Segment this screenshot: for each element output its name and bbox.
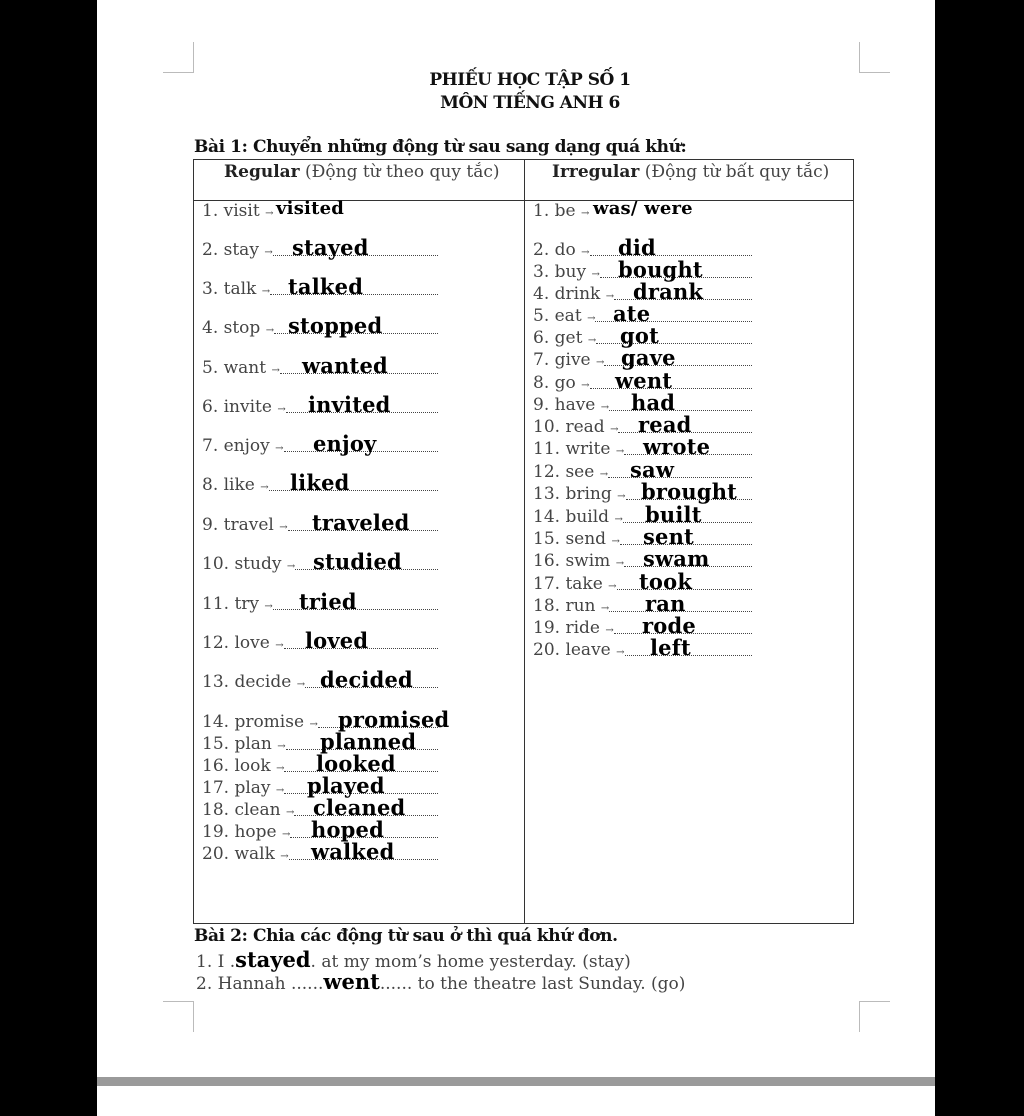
regular-verb-label: 3. talk bbox=[202, 279, 262, 299]
regular-verb-label: 10. study bbox=[202, 554, 287, 574]
regular-verb-label: 7. enjoy bbox=[202, 436, 276, 456]
irregular-answer[interactable]: rode bbox=[642, 613, 696, 638]
irregular-verb-label: 3. buy bbox=[533, 262, 592, 282]
exercise2-question-2 bbox=[196, 969, 685, 994]
regular-item bbox=[202, 842, 288, 866]
regular-verb-label: 5. want bbox=[202, 358, 272, 378]
irregular-item bbox=[533, 238, 589, 262]
regular-answer[interactable]: stayed bbox=[292, 235, 369, 260]
irregular-item bbox=[533, 505, 622, 529]
regular-item bbox=[202, 754, 283, 778]
irregular-verb-label: 1. be bbox=[533, 201, 581, 221]
irregular-item bbox=[533, 527, 619, 551]
irregular-item bbox=[533, 549, 623, 573]
arrow-icon: → bbox=[281, 829, 290, 840]
arrow-icon: → bbox=[285, 807, 294, 818]
regular-verb-label: 2. stay bbox=[202, 240, 265, 260]
irregular-item bbox=[533, 282, 613, 306]
regular-answer[interactable]: hoped bbox=[311, 817, 385, 842]
irregular-answer[interactable]: gave bbox=[621, 345, 676, 370]
irregular-answer[interactable]: went bbox=[615, 368, 673, 393]
regular-item bbox=[202, 513, 287, 537]
arrow-icon: → bbox=[275, 785, 284, 796]
regular-verb-label: 17. play bbox=[202, 778, 276, 798]
irregular-item bbox=[533, 348, 603, 372]
irregular-answer[interactable]: drank bbox=[633, 279, 704, 304]
q2-suffix: ...... to the theatre last Sunday. (go) bbox=[379, 974, 686, 994]
irregular-verb-label: 13. bring bbox=[533, 484, 618, 504]
arrow-icon: → bbox=[261, 286, 270, 297]
worksheet-title: PHIẾU HỌC TẬP SỐ 1 bbox=[429, 70, 631, 90]
arrow-icon: → bbox=[581, 380, 589, 391]
crop-mark-bottom-right bbox=[859, 1001, 890, 1032]
irregular-item bbox=[533, 638, 624, 662]
irregular-verb-label: 2. do bbox=[533, 240, 582, 260]
irregular-answer[interactable]: swam bbox=[643, 546, 710, 571]
regular-verb-label: 6. invite bbox=[202, 397, 278, 417]
regular-item bbox=[202, 592, 272, 616]
regular-answer[interactable]: planned bbox=[320, 729, 417, 754]
regular-verb-label: 18. clean bbox=[202, 800, 286, 820]
regular-verb-label: 13. decide bbox=[202, 672, 297, 692]
exercise1-heading: Bài 1: Chuyển những động từ sau sang dạng quá khứ: bbox=[194, 137, 687, 157]
crop-mark-bottom-left bbox=[163, 1001, 194, 1032]
arrow-icon: → bbox=[271, 365, 279, 376]
regular-answer[interactable]: decided bbox=[320, 667, 413, 692]
irregular-verb-label: 8. go bbox=[533, 373, 582, 393]
irregular-verb-label: 12. see bbox=[533, 462, 600, 482]
irregular-answer[interactable]: sent bbox=[643, 524, 694, 549]
irregular-verb-label: 17. take bbox=[533, 574, 609, 594]
regular-verb-label: 14. promise bbox=[202, 712, 310, 732]
regular-item bbox=[202, 277, 269, 301]
regular-verb-label: 19. hope bbox=[202, 822, 282, 842]
arrow-icon: → bbox=[608, 581, 616, 592]
irregular-item bbox=[533, 572, 616, 596]
irregular-answer[interactable]: had bbox=[631, 390, 676, 415]
arrow-icon: → bbox=[615, 558, 624, 569]
header-irregular bbox=[552, 162, 829, 182]
arrow-icon: → bbox=[580, 208, 589, 219]
arrow-icon: → bbox=[264, 601, 272, 612]
regular-answer[interactable]: invited bbox=[308, 392, 391, 417]
regular-item bbox=[202, 820, 289, 844]
header-irregular-title: Irregular bbox=[552, 162, 640, 182]
arrow-icon: → bbox=[264, 247, 272, 258]
irregular-item bbox=[533, 326, 595, 350]
irregular-verb-label: 15. send bbox=[533, 529, 612, 549]
arrow-icon: → bbox=[600, 402, 609, 413]
regular-answer[interactable]: played bbox=[307, 773, 385, 798]
table-column-divider bbox=[524, 160, 525, 923]
arrow-icon: → bbox=[591, 269, 599, 280]
regular-verb-label: 16. look bbox=[202, 756, 277, 776]
irregular-item bbox=[533, 260, 599, 284]
regular-verb-label: 12. love bbox=[202, 633, 276, 653]
irregular-verb-label: 11. write bbox=[533, 439, 616, 459]
regular-answer[interactable]: tried bbox=[299, 589, 357, 614]
arrow-icon: → bbox=[599, 469, 608, 480]
regular-answer[interactable]: enjoy bbox=[313, 431, 377, 456]
arrow-icon: → bbox=[617, 491, 625, 502]
regular-verb-label: 4. stop bbox=[202, 318, 266, 338]
regular-answer[interactable]: wanted bbox=[302, 353, 388, 378]
arrow-icon: → bbox=[616, 647, 624, 658]
irregular-answer[interactable]: got bbox=[620, 323, 659, 348]
regular-verb-label: 9. travel bbox=[202, 515, 280, 535]
arrow-icon: → bbox=[279, 522, 287, 533]
arrow-icon: → bbox=[614, 514, 622, 525]
regular-verb-label: 15. plan bbox=[202, 734, 278, 754]
arrow-icon: → bbox=[275, 443, 283, 454]
arrow-icon: → bbox=[277, 404, 285, 415]
arrow-icon: → bbox=[309, 719, 317, 730]
regular-item bbox=[202, 316, 273, 340]
irregular-item bbox=[533, 594, 608, 618]
irregular-verb-label: 18. run bbox=[533, 596, 601, 616]
arrow-icon: → bbox=[587, 335, 596, 346]
arrow-icon: → bbox=[296, 679, 305, 690]
q1-answer[interactable]: stayed bbox=[235, 947, 311, 972]
regular-verb-label: 8. like bbox=[202, 475, 261, 495]
arrow-icon: → bbox=[596, 357, 604, 368]
irregular-item bbox=[533, 415, 617, 439]
irregular-item bbox=[533, 199, 588, 223]
irregular-answer[interactable]: brought bbox=[641, 479, 738, 504]
regular-item bbox=[202, 776, 283, 800]
q2-answer[interactable]: went bbox=[323, 969, 380, 994]
irregular-verb-label: 10. read bbox=[533, 417, 611, 437]
irregular-answer[interactable]: bought bbox=[618, 257, 703, 282]
regular-answer[interactable]: promised bbox=[338, 707, 450, 732]
arrow-icon: → bbox=[615, 446, 624, 457]
irregular-answer[interactable]: built bbox=[645, 502, 702, 527]
regular-answer[interactable]: visited bbox=[276, 198, 345, 219]
exercise2-heading: Bài 2: Chia các động từ sau ở thì quá khứ đơn. bbox=[194, 926, 618, 946]
worksheet-subject: MÔN TIẾNG ANH 6 bbox=[440, 93, 620, 113]
irregular-answer[interactable]: ran bbox=[645, 591, 686, 616]
irregular-item bbox=[533, 371, 589, 395]
header-regular-title: Regular bbox=[224, 162, 300, 182]
irregular-verb-label: 19. ride bbox=[533, 618, 606, 638]
irregular-item bbox=[533, 482, 625, 506]
irregular-answer[interactable]: wrote bbox=[643, 434, 711, 459]
irregular-answer[interactable]: was/ were bbox=[593, 198, 693, 219]
irregular-answer[interactable]: did bbox=[618, 235, 656, 260]
arrow-icon: → bbox=[276, 763, 284, 774]
irregular-item bbox=[533, 393, 608, 417]
irregular-item bbox=[533, 304, 594, 328]
regular-verb-label: 20. walk bbox=[202, 844, 281, 864]
irregular-verb-label: 7. give bbox=[533, 350, 597, 370]
arrow-icon: → bbox=[277, 741, 285, 752]
arrow-icon: → bbox=[275, 640, 283, 651]
arrow-icon: → bbox=[265, 325, 274, 336]
header-regular bbox=[224, 162, 499, 182]
irregular-answer[interactable]: left bbox=[650, 635, 691, 660]
regular-answer[interactable]: loved bbox=[305, 628, 369, 653]
regular-answer[interactable]: traveled bbox=[312, 510, 410, 535]
arrow-icon: → bbox=[605, 625, 613, 636]
regular-verb-label: 1. visit bbox=[202, 201, 266, 221]
irregular-verb-label: 20. leave bbox=[533, 640, 617, 660]
regular-item bbox=[202, 710, 317, 734]
arrow-icon: → bbox=[286, 561, 295, 572]
irregular-item bbox=[533, 616, 613, 640]
page-scrollbar[interactable] bbox=[97, 1077, 935, 1086]
q1-suffix: . at my mom’s home yesterday. (stay) bbox=[310, 952, 631, 972]
arrow-icon: → bbox=[600, 603, 609, 614]
regular-item bbox=[202, 434, 283, 458]
regular-item bbox=[202, 798, 293, 822]
irregular-verb-label: 16. swim bbox=[533, 551, 616, 571]
regular-item bbox=[202, 395, 285, 419]
regular-item bbox=[202, 356, 279, 380]
arrow-icon: → bbox=[265, 208, 273, 219]
crop-mark-top-left bbox=[163, 42, 194, 73]
regular-answer[interactable]: stopped bbox=[288, 313, 383, 338]
irregular-verb-label: 6. get bbox=[533, 328, 588, 348]
regular-item bbox=[202, 199, 272, 223]
irregular-item bbox=[533, 437, 623, 461]
irregular-answer[interactable]: ate bbox=[613, 301, 651, 326]
regular-item bbox=[202, 238, 272, 262]
header-irregular-note: (Động từ bất quy tắc) bbox=[644, 162, 830, 182]
q2-prefix: 2. Hannah ...... bbox=[196, 974, 324, 994]
arrow-icon: → bbox=[587, 313, 595, 324]
irregular-answer[interactable]: saw bbox=[630, 457, 675, 482]
answer-dotted-line bbox=[590, 251, 752, 256]
irregular-answer[interactable]: read bbox=[638, 412, 692, 437]
regular-item bbox=[202, 631, 283, 655]
regular-item bbox=[202, 473, 268, 497]
regular-answer[interactable]: cleaned bbox=[313, 795, 406, 820]
arrow-icon: → bbox=[610, 424, 618, 435]
regular-answer[interactable]: liked bbox=[290, 470, 350, 495]
irregular-answer[interactable]: took bbox=[639, 569, 693, 594]
regular-verb-label: 11. try bbox=[202, 594, 265, 614]
q1-prefix: 1. I . bbox=[196, 952, 236, 972]
arrow-icon: → bbox=[260, 482, 268, 493]
arrow-icon: → bbox=[605, 291, 614, 302]
irregular-verb-label: 5. eat bbox=[533, 306, 588, 326]
crop-mark-top-right bbox=[859, 42, 890, 73]
irregular-verb-label: 14. build bbox=[533, 507, 615, 527]
regular-answer[interactable]: walked bbox=[311, 839, 395, 864]
arrow-icon: → bbox=[581, 247, 589, 258]
irregular-item bbox=[533, 460, 607, 484]
regular-answer[interactable]: studied bbox=[313, 549, 402, 574]
header-regular-note: (Động từ theo quy tắc) bbox=[305, 162, 500, 182]
regular-item bbox=[202, 732, 285, 756]
irregular-verb-label: 9. have bbox=[533, 395, 601, 415]
regular-item bbox=[202, 552, 294, 576]
irregular-verb-label: 4. drink bbox=[533, 284, 606, 304]
arrow-icon: → bbox=[611, 536, 619, 547]
regular-item bbox=[202, 670, 304, 694]
regular-answer[interactable]: talked bbox=[288, 274, 364, 299]
regular-answer[interactable]: looked bbox=[316, 751, 396, 776]
arrow-icon: → bbox=[280, 851, 288, 862]
